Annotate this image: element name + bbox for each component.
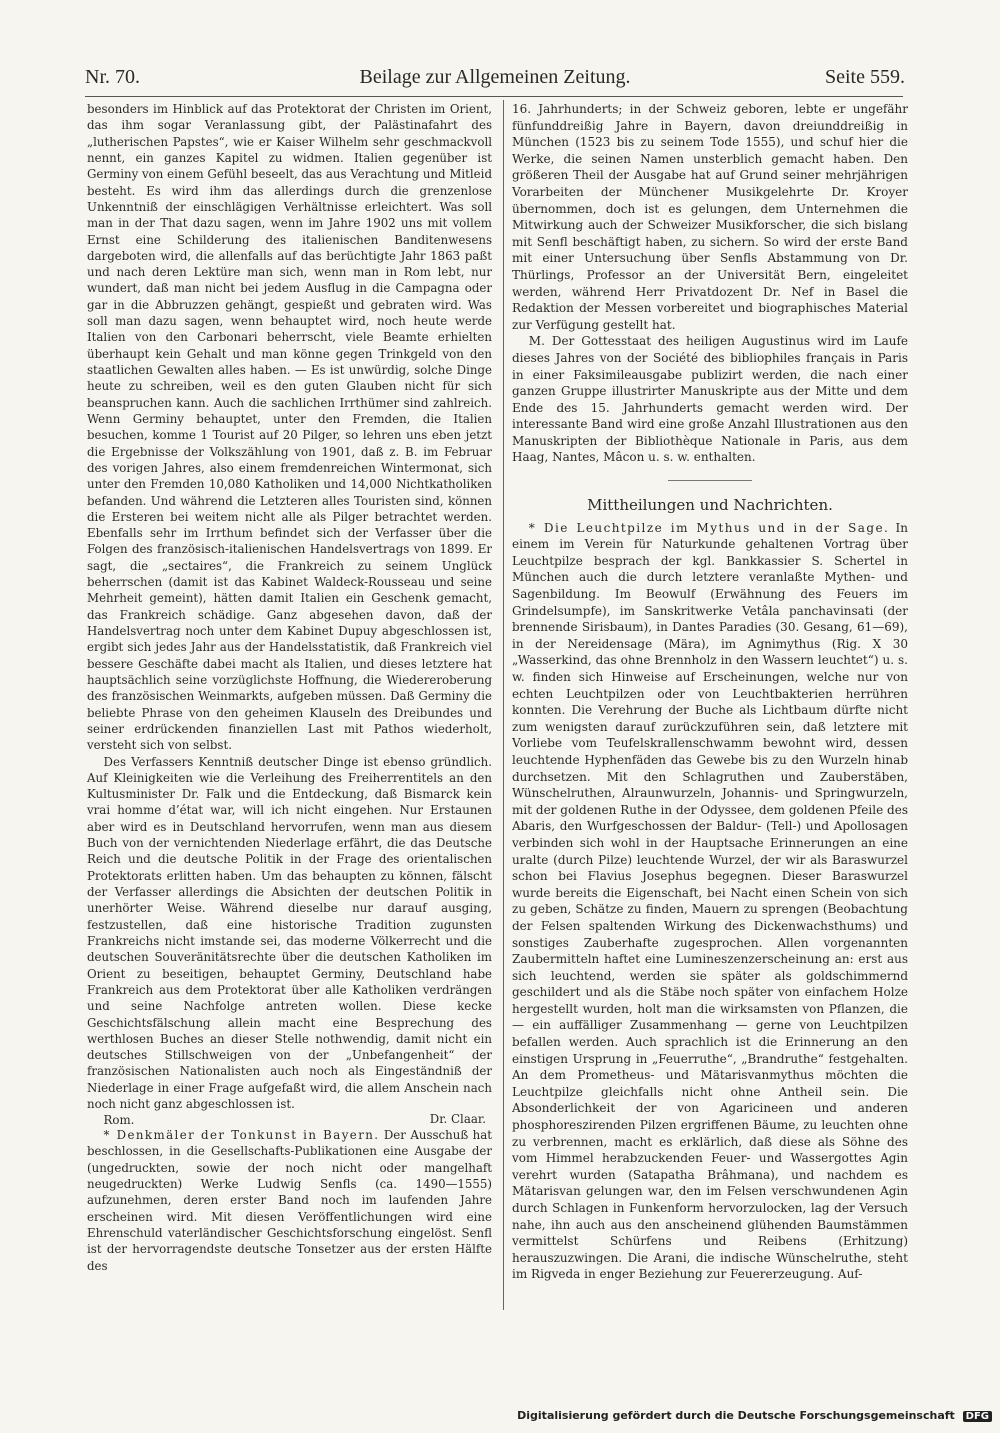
paragraph [512,520,908,1283]
section-title: Mittheilungen und Nachrichten. [587,496,833,515]
article-text: Der Ausschuß hat beschlossen, in die Gesellschafts-Publikationen eine Ausgabe der (ungedruckten, sowie der noch nicht oder mangelhaft neugedruckten) Werke Ludwig Senfls (ca. 1490—1555) aufzunehmen, deren erster Band noch im laufenden Jahre erscheinen wird. Mit diesen Veröffentlichungen wird eine Ehrenschuld vaterländischer Geschichtsforschung eingelöst. Senfl ist der hervorragendste deutsche Tonsetzer aus der ersten Hälfte des [87,1128,492,1273]
right-column [512,101,908,1283]
supplement-title: Beilage zur Allgemeinen Zeitung. [359,66,631,88]
paragraph [87,1127,492,1274]
dfg-logo: DFG [963,1411,992,1422]
column-divider [503,100,504,1310]
place-line: Rom. [103,1113,135,1128]
page-header [85,58,905,94]
section-rule [668,480,752,481]
author-signature: Dr. Claar. [429,1111,486,1126]
paragraph: 16. Jahrhunderts; in der Schweiz geboren, lebte er ungefähr fünfunddreißig Jahre in Bayern, davon dreiunddreißig in München (1523 bis zu seinem Tode 1555), und schuf hier die Werke, die seinen Namen unsterblich gemacht haben. Den größeren Theil der Ausgabe hat auf Grund seiner mehrjährigen Vorarbeiten der Münchener Musikgelehrte Dr. Kroyer übernommen, doch ist es gelungen, dem Unternehmen die Mitwirkung auch der Schweizer Musikforscher, die sich bislang mit Senfl beschäftigt haben, zu sichern. So wird der erste Band mit einer Untersuchung über Senfls Abstammung von Dr. Thürlings, Professor an der Universität Bern, eingeleitet werden, während Herr Privatdozent Dr. Nef in Basel die Redaktion der Messen vorbereitet und biographisches Material zur Verfügung gestellt hat. [512,102,908,332]
digitization-credit [0,1409,992,1422]
header-rule [85,96,903,97]
credit-text: Digitalisierung gefördert durch die Deutsche Forschungsgemeinschaft [517,1409,955,1422]
article-text: In einem im Verein für Naturkunde gehaltenen Vortrag über Leuchtpilze besprach der kgl. Bankkassier S. Schertel in München auch die durch letztere veranlaßte Mythen- und Sagenbildung. Im Beowulf (Erwähnung des Feuers im Grindelsumpfe), im Sanskritwerke Vetâla panchavinsati (der brennende Sirisbaum), in Dantes Paradies (30. Gesang, 61—69), in der Nereidensage (Mära), im Agnimythus (Rig. X 30 „Wasserkind, das ohne Brennholz in den Wassern leuchtet“) u. s. w. finden sich Hinweise auf Erscheinungen, welche nur von echten Leuchtpilzen oder von Leuchtbakterien herrühren konnten. Die Verehrung der Buche als Lichtbaum dürfte nicht zum wenigsten darauf zurückzuführen sein, daß letztere mit Vorliebe vom Teufelskrallenschwamm bewohnt wird, dessen leuchtende Hyphenfäden das Gewebe bis zu den Wurzeln hinab durchsetzen. Mit den Schlagruthen und Zauberstäben, Wünschelruthen, Alraunwurzeln, Johannis- und Springwurzeln, mit der goldenen Ruthe in der Odyssee, dem goldenen Pfeile des Abaris, den Wurfgeschossen der Baldur- (Tell-) und Apollosagen verbinden sich wohl in der Hauptsache Erinnerungen an eine uralte (durch Pilze) leuchtende Wurzel, der wir als Baraswurzel schon bei Flavius Josephus begegnen. Dieser Baraswurzel wurde bereits die Eigenschaft, bei Nacht einen Schein von sich zu geben, Schätze zu finden, Mauern zu sprengen (Beobachtung der Felsen spaltenden Wirkung des Dickenwachsthums) und sonstiges Zauberhafte zugesprochen. Allen vorgenannten Zaubermitteln haftet eine Lumineszenzerscheinung an: erst aus sich leuchtend, werden sie später als goldschimmernd geschildert und als die Stäbe noch später von einfachem Holze hergestellt wurden, holt man die wirksamsten von Pflanzen, die — ein auffälliger Zusammenhang — gerne von Leuchtpilzen befallen werden. Auch sprachlich ist die Erinnerung an den einstigen Ursprung in „Feuerruthe“, „Brandruthe“ festgehalten. An dem Prometheus- und Mätarisvanmythus möchten die Leuchtpilze gleichfalls nicht ohne Antheil sein. Die Absonderlichkeit der von Agaricineen und anderen phosphoreszirenden Pilzen ergriffenen Bäume, zu leuchten ohne zu verbrennen, macht es erklärlich, daß diese als Söhne des vom Himmel herabzuckenden Feuer- und Wassergottes Agin verehrt wurden (Satapatha Brâhmana), und nachdem es Mätarisvan gelungen war, den im Felsen verschwundenen Agin durch Schlagen in Funkenform hervorzulocken, lag der Versuch nahe, ihn auch aus den anscheinend glühenden Baumstämmen vermittelst Schürfens und Reibens (Erhitzung) herauszuzwingen. Die Arani, die indische Wünschelruthe, steht im Rigveda in enger Beziehung zur Feuererzeugung. Auf- [512,520,908,1282]
issue-number: Nr. 70. [85,66,140,88]
article-lead: * Denkmäler der Tonkunst in Bayern. [103,1128,380,1142]
article-lead: * Die Leuchtpilze im Mythus und in der Sage. [528,520,890,535]
paragraph: M. Der Gottesstaat des heiligen Augustinus wird im Laufe dieses Jahres von der Société des bibliophiles français in Paris in einer Faksimileausgabe publizirt werden, die nach einer ganzen Gruppe illustrirter Manuskripte aus der Mitte und dem Ende des 15. Jahrhunderts gemacht werden wird. Der interessante Band wird eine große Anzahl Illustrationen aus den Manuskripten der Bibliothèque Nationale in Paris, aus dem Haag, Nantes, Mâcon u. s. w. enthalten. [512,334,908,465]
page-number: Seite 559. [825,66,905,88]
paragraph: Des Verfassers Kenntniß deutscher Dinge ist ebenso gründlich. Auf Kleinigkeiten wie die Verleihung des Freiherrentitels an den Kultusminister Dr. Falk und die Entdeckung, daß Bismarck kein vrai homme d’état war, will ich nicht eingehen. Nur Erstaunen aber wird es in Deutschland hervorrufen, wenn man aus diesem Buch von der vernichtenden Niederlage erfährt, die das Deutsche Reich und die deutsche Politik in der Frage des orientalischen Protektorats erlitten haben. Um das behaupten zu können, fälscht der Verfasser allerdings die Absichten der deutschen Politik in unerhörter Weise. Während dieselbe nur darauf ausging, festzustellen, daß eine historische Tradition zugunsten Frankreichs nicht imstande sei, das moderne Völkerrecht und die deutschen Souveränitätsrechte über die deutschen Katholiken im Orient zu beseitigen, behauptet Germiny, Deutschland habe Frankreich aus dem Protektorat über alle Katholiken verdrängen und seine Nachfolge antreten wollen. Diese kecke Geschichtsfälschung allein macht eine Besprechung des werthlosen Buches an dieser Stelle nothwendig, damit nicht ein deutsches Stillschweigen von der „Unbefangenheit“ der französischen Nationalisten auch noch als Eingeständniß der Niederlage in einer Frage aufgefaßt wird, die allem Anschein nach noch nicht ganz abgeschlossen ist. [87,754,492,1112]
paragraph: besonders im Hinblick auf das Protektorat der Christen im Orient, das ihm sogar Veranlassung gibt, der Palästinafahrt des „lutherischen Papstes“, wie er Kaiser Wilhelm sehr geschmackvoll nennt, ein ganzes Kapitel zu widmen. Italien gegenüber ist Germiny von einem Gefühl beseelt, das aus Verachtung und Mitleid besteht. Es wird ihm das allerdings durch die grenzenlose Unkenntniß der einschlägigen Verhältnisse erleichtert. Was soll man in der That dazu sagen, wenn im Jahre 1902 uns mit vollem Ernst eine Schilderung des italienischen Banditenwesens dargeboten wird, die allenfalls auf das berüchtigte Jahr 1863 paßt und nach deren Lektüre man sich, wenn man in Rom lebt, nur wundert, daß man nicht bei jedem Ausflug in die Campagna oder gar in die Abbruzzen gehängt, gespießt und gebraten wird. Was soll man dazu sagen, wenn behauptet wird, noch heute werde Italien von den Carbonari beherrscht, viele Beamte erhielten überhaupt kein Gehalt und man könne gegen Trinkgeld von den staatlichen Gewalten alles haben. — Es ist unwürdig, solche Dinge heute zu schreiben, weil es den guten Glauben nicht für sich beanspruchen kann. Auch die sachlichen Irrthümer sind zahlreich. Wenn Germiny behauptet, unter den Fremden, die Italien besuchen, komme 1 Tourist auf 20 Pilger, so lehren uns eben jetzt die Ergebnisse der Volkszählung von 1901, daß z. B. im Februar des vorigen Jahres, also einem fremdenreichen Wintermonat, sich unter den Fremden 10,080 Katholiken und 14,000 Nichtkatholiken befanden. Und während die Letzteren alles Touristen sind, können die Ersteren bei weitem nicht alle als Pilger betrachtet werden. Ebenfalls sehr im Irrthum befindet sich der Verfasser über die Folgen des französisch-italienischen Handelsvertrags von 1899. Er sagt, die „sectaires“, die Frankreich zu seinem Unglück beherrschen (damit ist das Kabinet Waldeck-Rousseau und seine Mehrheit gemeint), hätten damit Italien ein Geschenk gemacht, das Frankreich schädige. Ganz abgesehen davon, daß der Handelsvertrag noch unter dem Kabinet Dupuy abgeschlossen ist, ergibt sich jedes Jahr aus der Handelsstatistik, daß Frankreich viel bessere Geschäfte dabei macht als Italien, und dieses letztere hat hauptsächlich seine vorzüglichste Hoffnung, die Wiedereroberung des französischen Weinmarkts, aufgeben müssen. Daß Germiny die beliebte Phrase von den geheimen Klauseln des Dreibundes und seiner erdrückenden finanziellen Last mit Pathos wiederholt, versteht sich von selbst. [87,102,492,753]
left-column [87,101,492,1274]
